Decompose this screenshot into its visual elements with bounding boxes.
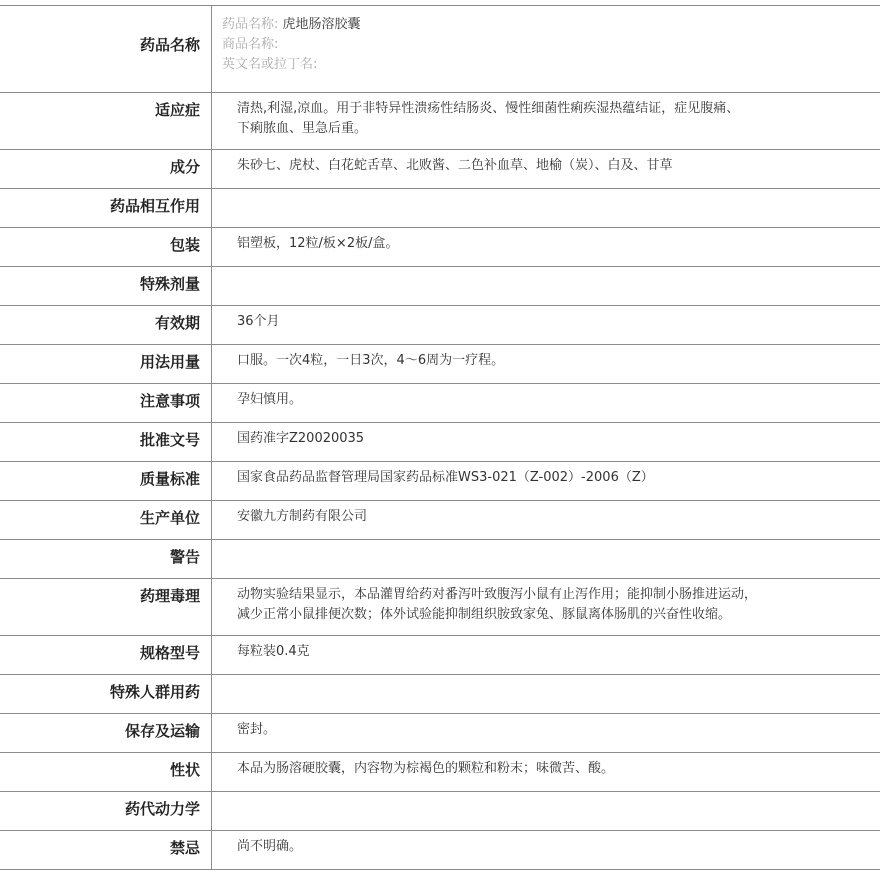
row-label: 适应症 [0, 93, 212, 150]
row-label: 特殊剂量 [0, 267, 212, 306]
row-label: 性状 [0, 753, 212, 792]
row-value [212, 579, 880, 636]
row-special-population [0, 675, 880, 714]
row-label: 注意事项 [0, 384, 212, 423]
row-usage [0, 345, 880, 384]
row-label: 成分 [0, 150, 212, 189]
row-precautions [0, 384, 880, 423]
row-storage [0, 714, 880, 753]
row-value: 尚不明确。 [212, 831, 880, 870]
row-label: 特殊人群用药 [0, 675, 212, 714]
row-label: 生产单位 [0, 501, 212, 540]
row-value [212, 792, 880, 831]
generic-name-label: 药品名称: [222, 17, 279, 32]
value-line: 动物实验结果显示，本品灌胃给药对番泻叶致腹泻小鼠有止泻作用；能抑制小肠推进运动， [237, 587, 758, 602]
row-value [212, 93, 880, 150]
row-value [212, 267, 880, 306]
row-value: 国家食品药品监督管理局国家药品标准WS3-021（Z-002）-2006（Z） [212, 462, 880, 501]
drug-info-table [0, 5, 880, 870]
row-value [212, 189, 880, 228]
row-pharmacology [0, 579, 880, 636]
row-manufacturer [0, 501, 880, 540]
row-indications [0, 93, 880, 150]
trade-name-line [222, 35, 840, 55]
row-value: 铝塑板，12粒/板×2板/盒。 [212, 228, 880, 267]
row-label: 禁忌 [0, 831, 212, 870]
row-specification [0, 636, 880, 675]
row-label: 质量标准 [0, 462, 212, 501]
row-contraindications [0, 831, 880, 870]
row-value: 孕妇慎用。 [212, 384, 880, 423]
row-pharmacokinetics [0, 792, 880, 831]
row-label: 药品相互作用 [0, 189, 212, 228]
trade-name-label: 商品名称: [222, 37, 279, 52]
english-name-line [222, 55, 840, 75]
row-value: 国药准字Z20020035 [212, 423, 880, 462]
row-value: 密封。 [212, 714, 880, 753]
row-appearance [0, 753, 880, 792]
row-drug-name [0, 6, 880, 93]
row-label: 药代动力学 [0, 792, 212, 831]
generic-name-line [222, 15, 840, 35]
row-label: 批准文号 [0, 423, 212, 462]
row-interactions [0, 189, 880, 228]
row-approval [0, 423, 880, 462]
row-label: 用法用量 [0, 345, 212, 384]
row-special-dose [0, 267, 880, 306]
row-value: 口服。一次4粒，一日3次，4～6周为一疗程。 [212, 345, 880, 384]
row-expiry [0, 306, 880, 345]
row-value [212, 540, 880, 579]
row-label: 药理毒理 [0, 579, 212, 636]
row-value: 本品为肠溶硬胶囊，内容物为棕褐色的颗粒和粉末；味微苦、酸。 [212, 753, 880, 792]
drug-name-cell [212, 6, 880, 93]
value-line: 减少正常小鼠排便次数；体外试验能抑制组织胺致家兔、豚鼠离体肠肌的兴奋性收缩。 [237, 607, 732, 622]
row-label: 保存及运输 [0, 714, 212, 753]
value-line: 下痢脓血、里急后重。 [237, 121, 368, 136]
english-name-label: 英文名或拉丁名: [222, 57, 318, 72]
row-package [0, 228, 880, 267]
value-line: 清热,利湿,凉血。用于非特异性溃疡性结肠炎、慢性细菌性痢疾湿热蕴结证，症见腹痛、 [237, 101, 740, 116]
row-value: 安徽九方制药有限公司 [212, 501, 880, 540]
row-warning [0, 540, 880, 579]
row-label: 包装 [0, 228, 212, 267]
row-label: 有效期 [0, 306, 212, 345]
row-label: 警告 [0, 540, 212, 579]
row-value [212, 675, 880, 714]
row-label: 药品名称 [0, 6, 212, 93]
row-ingredients [0, 150, 880, 189]
row-standard [0, 462, 880, 501]
row-value: 朱砂七、虎杖、白花蛇舌草、北败酱、二色补血草、地榆（炭）、白及、甘草 [212, 150, 880, 189]
generic-name-value: 虎地肠溶胶囊 [282, 17, 361, 32]
row-value: 36个月 [212, 306, 880, 345]
row-value: 每粒装0.4克 [212, 636, 880, 675]
row-label: 规格型号 [0, 636, 212, 675]
